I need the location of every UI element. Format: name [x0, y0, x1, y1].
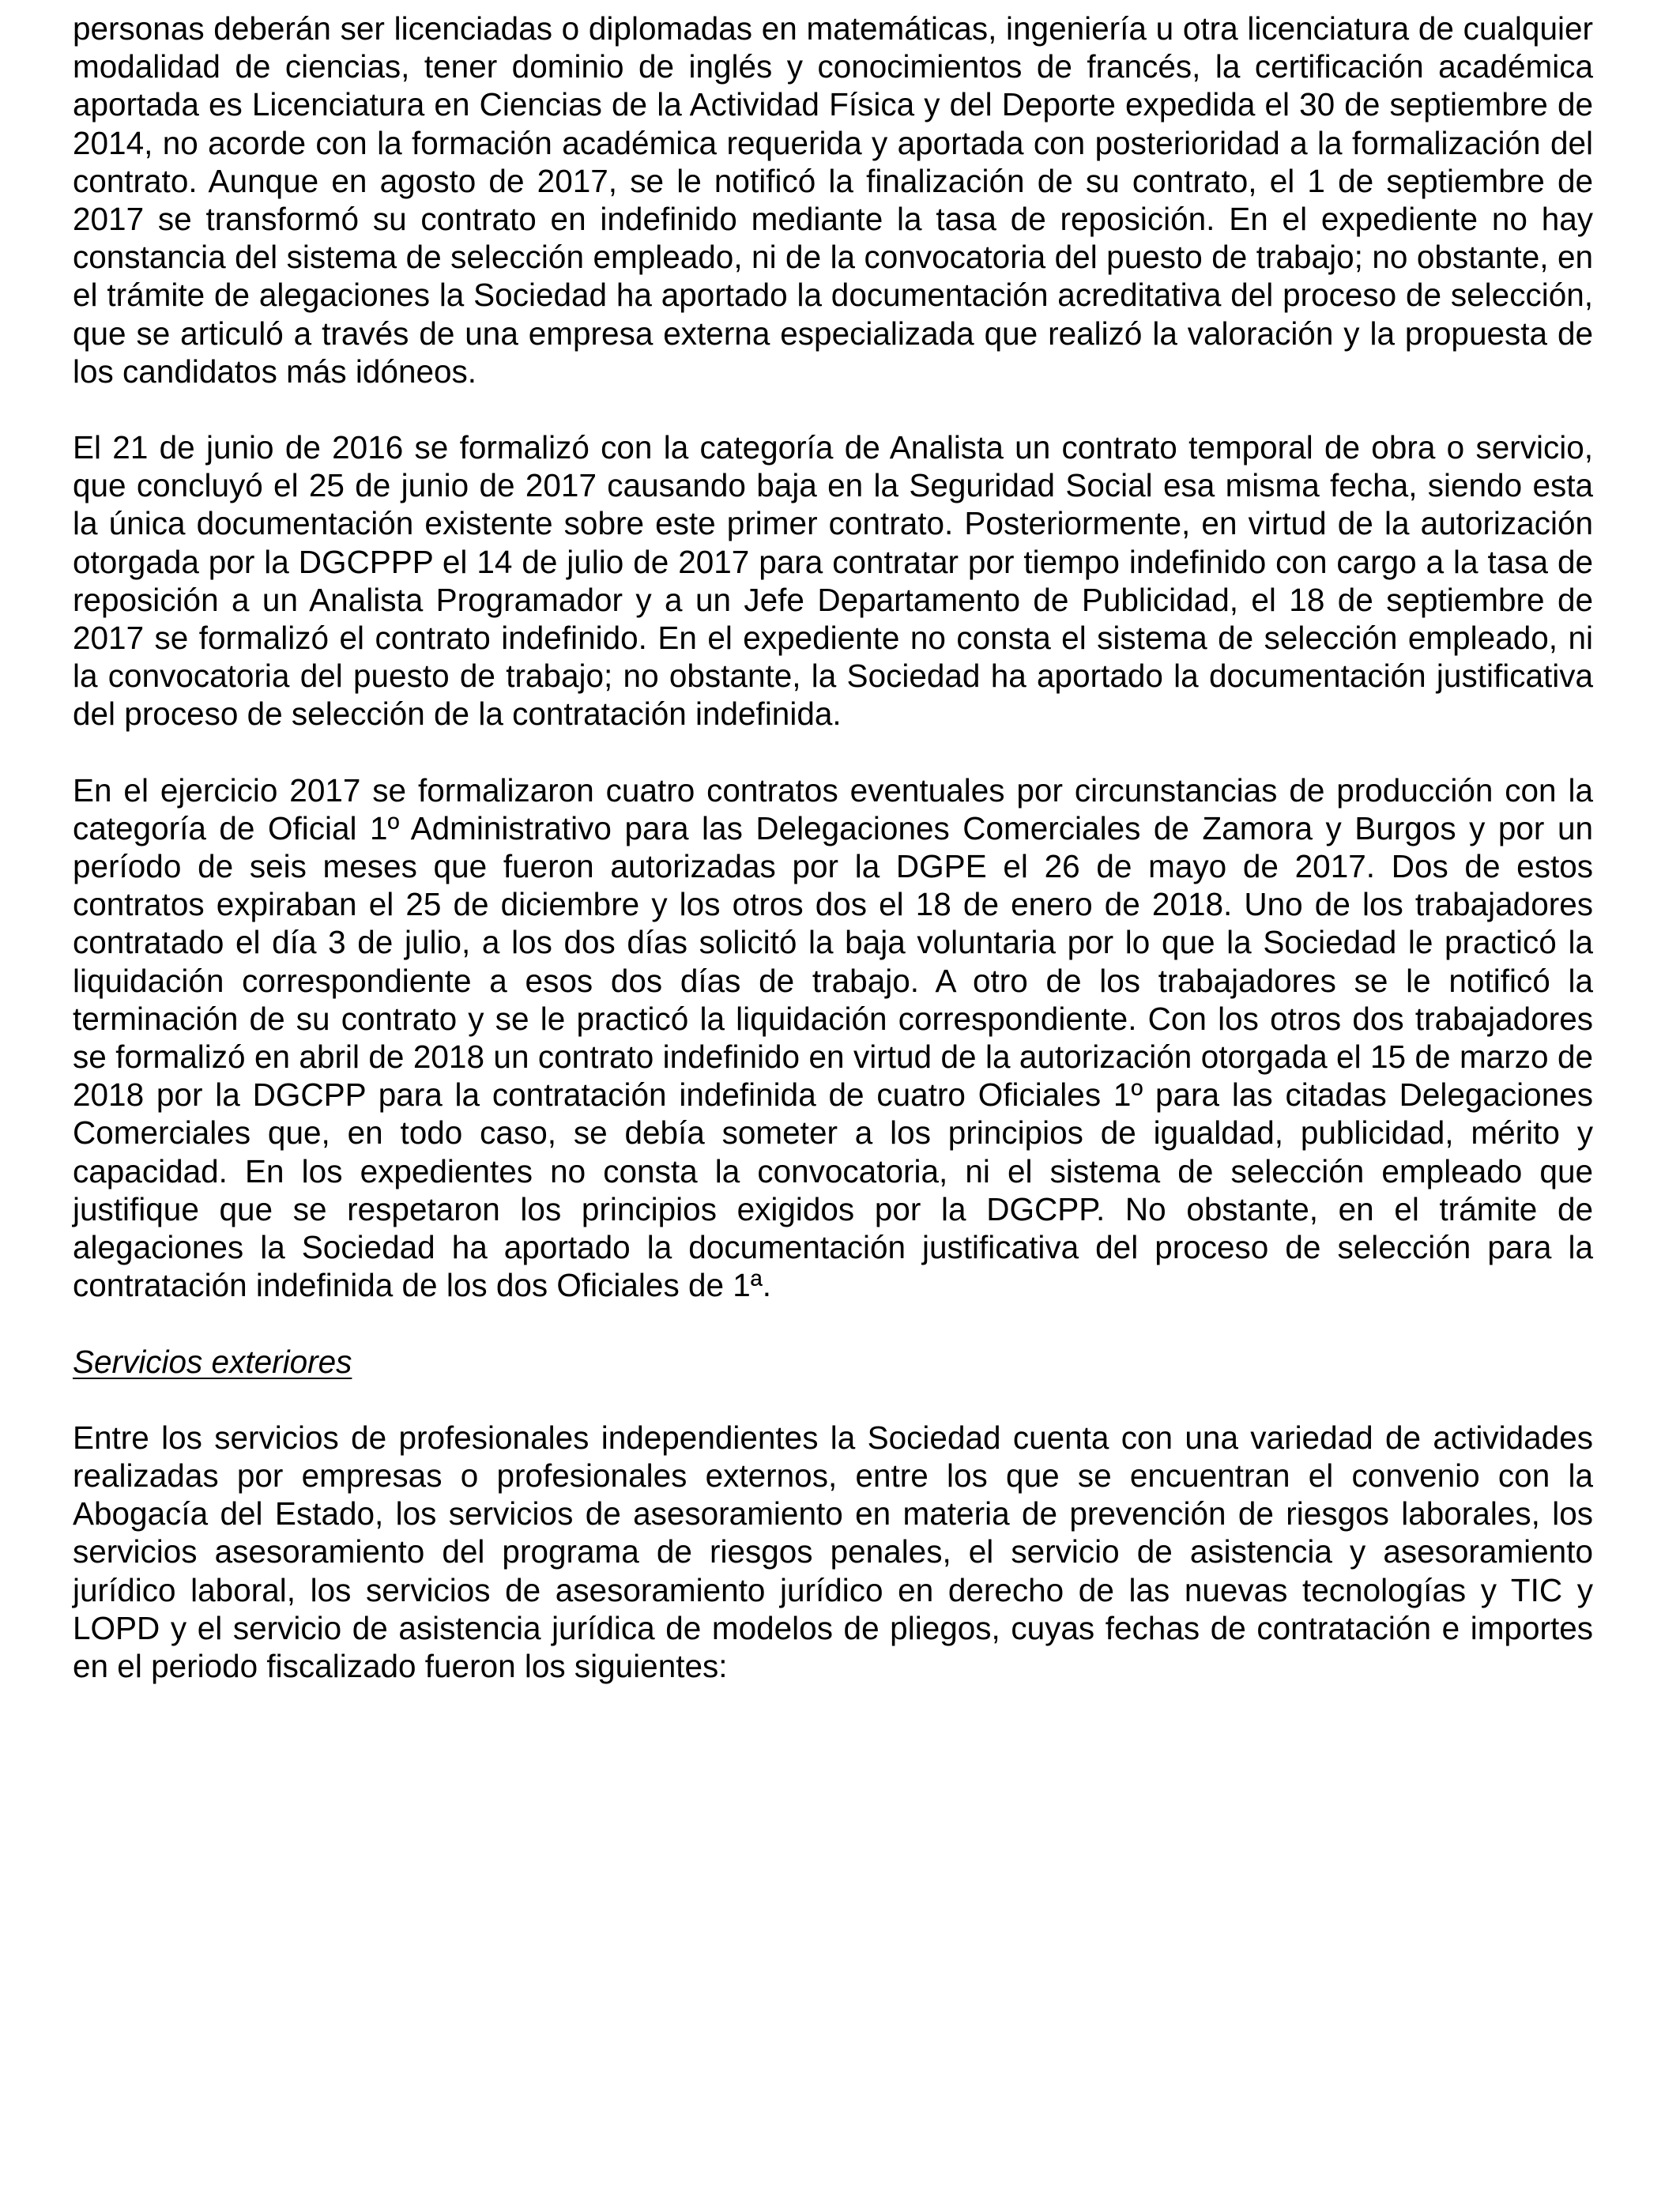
paragraph-analyst-contract: El 21 de junio de 2016 se formalizó con la categoría de Analista un contrato temporal de obra o servicio, que concluyó el 25 de junio de 2017 causando baja en la Seguridad Social esa misma fecha, siendo esta la única documentación existente sobre este primer contrato. Posteriormente, en virtud de la autorización otorgada por la DGCPPP el 14 de julio de 2017 para contratar por tiempo indefinido con cargo a la tasa de reposición a un Analista Programador y a un Jefe Departamento de Publicidad, el 18 de septiembre de 2017 se formalizó el contrato indefinido. En el expediente no consta el sistema de selección empleado, ni la convocatoria del puesto de trabajo; no obstante, la Sociedad ha aportado la documentación justificativa del proceso de selección de la contratación indefinida. — [73, 429, 1593, 733]
paragraph-external-services: Entre los servicios de profesionales independientes la Sociedad cuenta con una variedad de actividades realizadas por empresas o profesionales externos, entre los que se encuentran el convenio con la Abogacía del Estado, los servicios de asesoramiento en materia de prevención de riesgos laborales, los servicios asesoramiento del programa de riesgos penales, el servicio de asistencia y asesoramiento jurídico laboral, los servicios de asesoramiento jurídico en derecho de las nuevas tecnologías y TIC y LOPD y el servicio de asistencia jurídica de modelos de pliegos, cuyas fechas de contratación e importes en el periodo fiscalizado fueron los siguientes: — [73, 1419, 1593, 1684]
paragraph-staff-qualifications: personas deberán ser licenciadas o diplomadas en matemáticas, ingeniería u otra licenciatura de cualquier modalidad de ciencias, tener dominio de inglés y conocimientos de francés, la certificación académica aportada es Licenciatura en Ciencias de la Actividad Física y del Deporte expedida el 30 de septiembre de 2014, no acorde con la formación académica requerida y aportada con posterioridad a la formalización del contrato. Aunque en agosto de 2017, se le notificó la finalización de su contrato, el 1 de septiembre de 2017 se transformó su contrato en indefinido mediante la tasa de reposición. En el expediente no hay constancia del sistema de selección empleado, ni de la convocatoria del puesto de trabajo; no obstante, en el trámite de alegaciones la Sociedad ha aportado la documentación acreditativa del proceso de selección, que se articuló a través de una empresa externa especializada que realizó la valoración y la propuesta de los candidatos más idóneos. — [73, 10, 1593, 390]
section-heading: Servicios exteriores — [73, 1343, 352, 1380]
paragraph-eventual-contracts: En el ejercicio 2017 se formalizaron cuatro contratos eventuales por circunstancias de producción con la categoría de Oficial 1º Administrativo para las Delegaciones Comerciales de Zamora y Burgos y por un período de seis meses que fueron autorizadas por la DGPE el 26 de mayo de 2017. Dos de estos contratos expiraban el 25 de diciembre y los otros dos el 18 de enero de 2018. Uno de los trabajadores contratado el día 3 de julio, a los dos días solicitó la baja voluntaria por lo que la Sociedad le practicó la liquidación correspondiente a esos dos días de trabajo. A otro de los trabajadores se le notificó la terminación de su contrato y se le practicó la liquidación correspondiente. Con los otros dos trabajadores se formalizó en abril de 2018 un contrato indefinido en virtud de la autorización otorgada el 15 de marzo de 2018 por la DGCPP para la contratación indefinida de cuatro Oficiales 1º para las citadas Delegaciones Comerciales que, en todo caso, se debía someter a los principios de igualdad, publicidad, mérito y capacidad. En los expedientes no consta la convocatoria, ni el sistema de selección empleado que justifique que se respetaron los principios exigidos por la DGCPP. No obstante, en el trámite de alegaciones la Sociedad ha aportado la documentación justificativa del proceso de selección para la contratación indefinida de los dos Oficiales de 1ª. — [73, 771, 1593, 1304]
document-page — [73, 9, 1593, 1723]
